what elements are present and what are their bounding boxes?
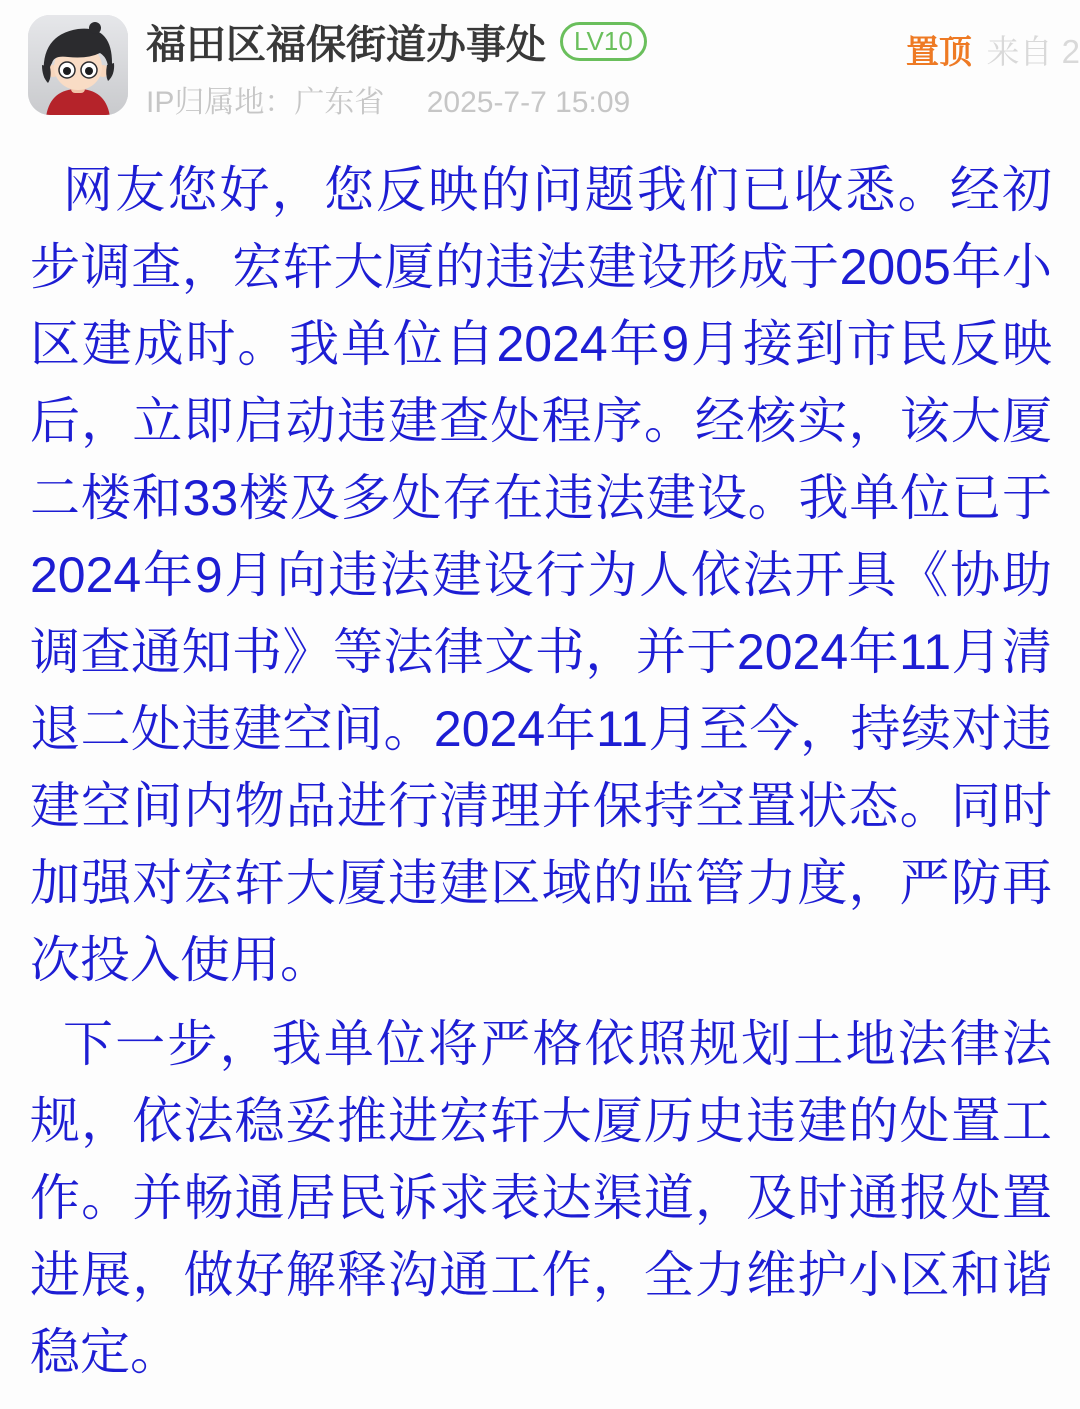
username[interactable]: 福田区福保街道办事处 [146, 22, 546, 67]
post-body [30, 152, 1052, 1391]
avatar[interactable] [28, 15, 128, 115]
level-badge: LV10 [560, 22, 647, 61]
post-paragraph-2: 下一步，我单位将严格依照规划土地法律法规，依法稳妥推进宏轩大厦历史违建的处置工作。并畅通居民诉求表达渠道，及时通报处置进展，做好解释沟通工作，全力维护小区和谐稳定。 [30, 1016, 1052, 1380]
ip-location: IP归属地：广东省 [146, 86, 385, 119]
person-avatar-icon [28, 15, 128, 115]
header-right [906, 26, 1080, 73]
post-header [0, 0, 1080, 127]
pinned-badge: 置顶 [906, 33, 973, 70]
post-meta [146, 77, 846, 121]
header-main [146, 18, 846, 121]
from-floor-link[interactable]: 来自 2 [986, 33, 1080, 70]
timestamp: 2025-7-7 15:09 [426, 86, 631, 119]
post-paragraph-1: 网友您好，您反映的问题我们已收悉。经初步调查，宏轩大厦的违法建设形成于2005年小区建成时。我单位自2024年9月接到市民反映后，立即启动违建查处程序。经核实，该大厦二楼和33楼及多处存在违法建设。我单位已于2024年9月向违法建设行为人依法开具《协助调查通知书》等法律文书，并于2024年11月清退二处违建空间。2024年11月至今，持续对违建空间内物品进行清理并保持空置状态。同时加强对宏轩大厦违建区域的监管力度，严防再次投入使用。 [30, 162, 1052, 988]
name-row [146, 18, 846, 67]
